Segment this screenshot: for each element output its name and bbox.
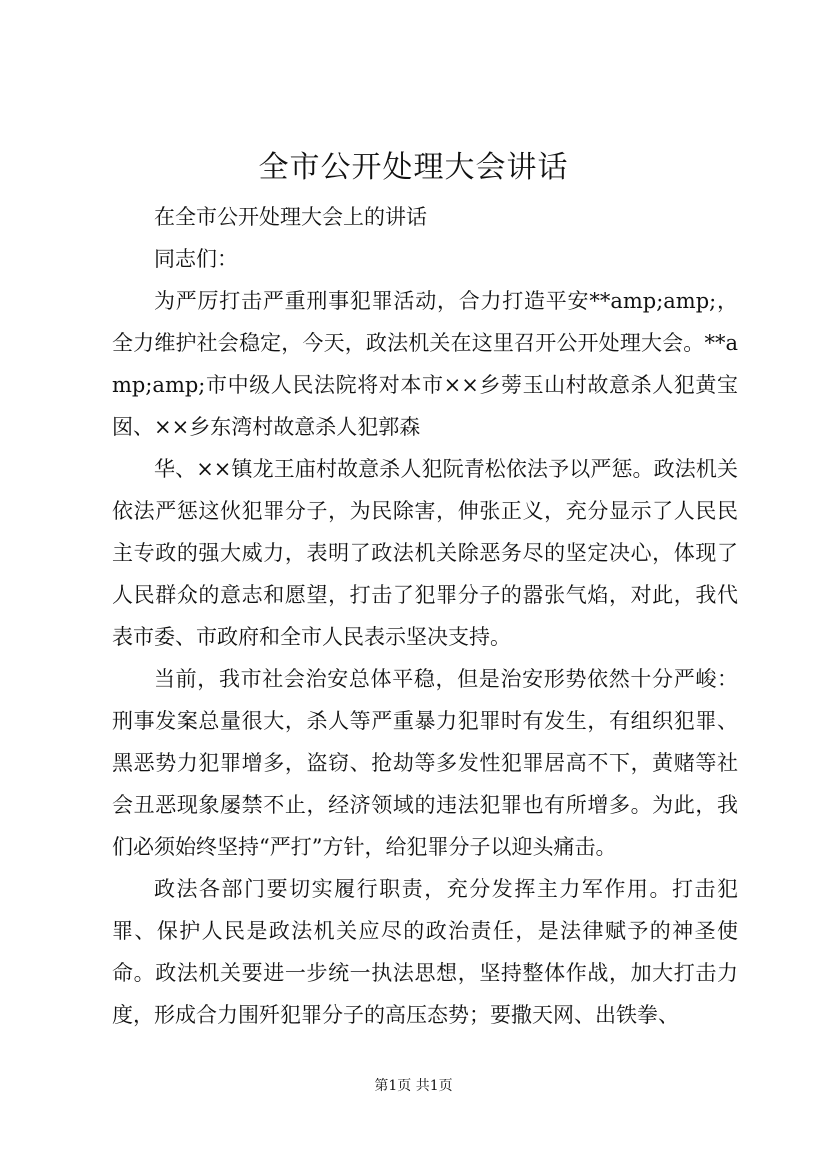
speech-heading: 在全市公开处理大会上的讲话 [154, 205, 427, 229]
paragraph: 华、××镇龙王庙村故意杀人犯阮青松依法予以严惩。政法机关依法严惩这伙犯罪分子，为民除害，伸张正义，充分显示了人民民主专政的强大威力，表明了政法机关除恶务尽的坚定决心，体现了人民群众的意志和愿望，打击了犯罪分子的嚣张气焰，对此，我代表市委、市政府和全市人民表示坚决支持。 [112, 457, 738, 649]
page-footer: 第1页 共1页 [374, 1078, 453, 1094]
paragraph: 政法各部门要切实履行职责，充分发挥主力军作用。打击犯罪、保护人民是政法机关应尽的政治责任，是法律赋予的神圣使命。政法机关要进一步统一执法思想，坚持整体作战，加大打击力度，形成合力围歼犯罪分子的高压态势；要撒天网、出铁拳、 [112, 877, 738, 1027]
paragraph: 为严厉打击严重刑事犯罪活动，合力打造平安**amp;amp;，全力维护社会稳定，今天，政法机关在这里召开公开处理大会。**amp;amp;市中级人民法院将对本市××乡蒡玉山村故意杀人犯黄宝囡、××乡东湾村故意杀人犯郭森 [112, 289, 738, 439]
document-title: 全市公开处理大会讲话 [258, 150, 569, 185]
document-body [112, 196, 738, 1036]
paragraph: 当前，我市社会治安总体平稳，但是治安形势依然十分严峻：刑事发案总量很大，杀人等严重暴力犯罪时有发生，有组织犯罪、黑恶势力犯罪增多，盗窃、抢劫等多发性犯罪居高不下，黄赌等社会丑恶现象屡禁不止，经济领域的违法犯罪也有所增多。为此，我们必须始终坚持“严打”方针，给犯罪分子以迎头痛击。 [112, 667, 738, 859]
salutation: 同志们： [154, 247, 238, 271]
